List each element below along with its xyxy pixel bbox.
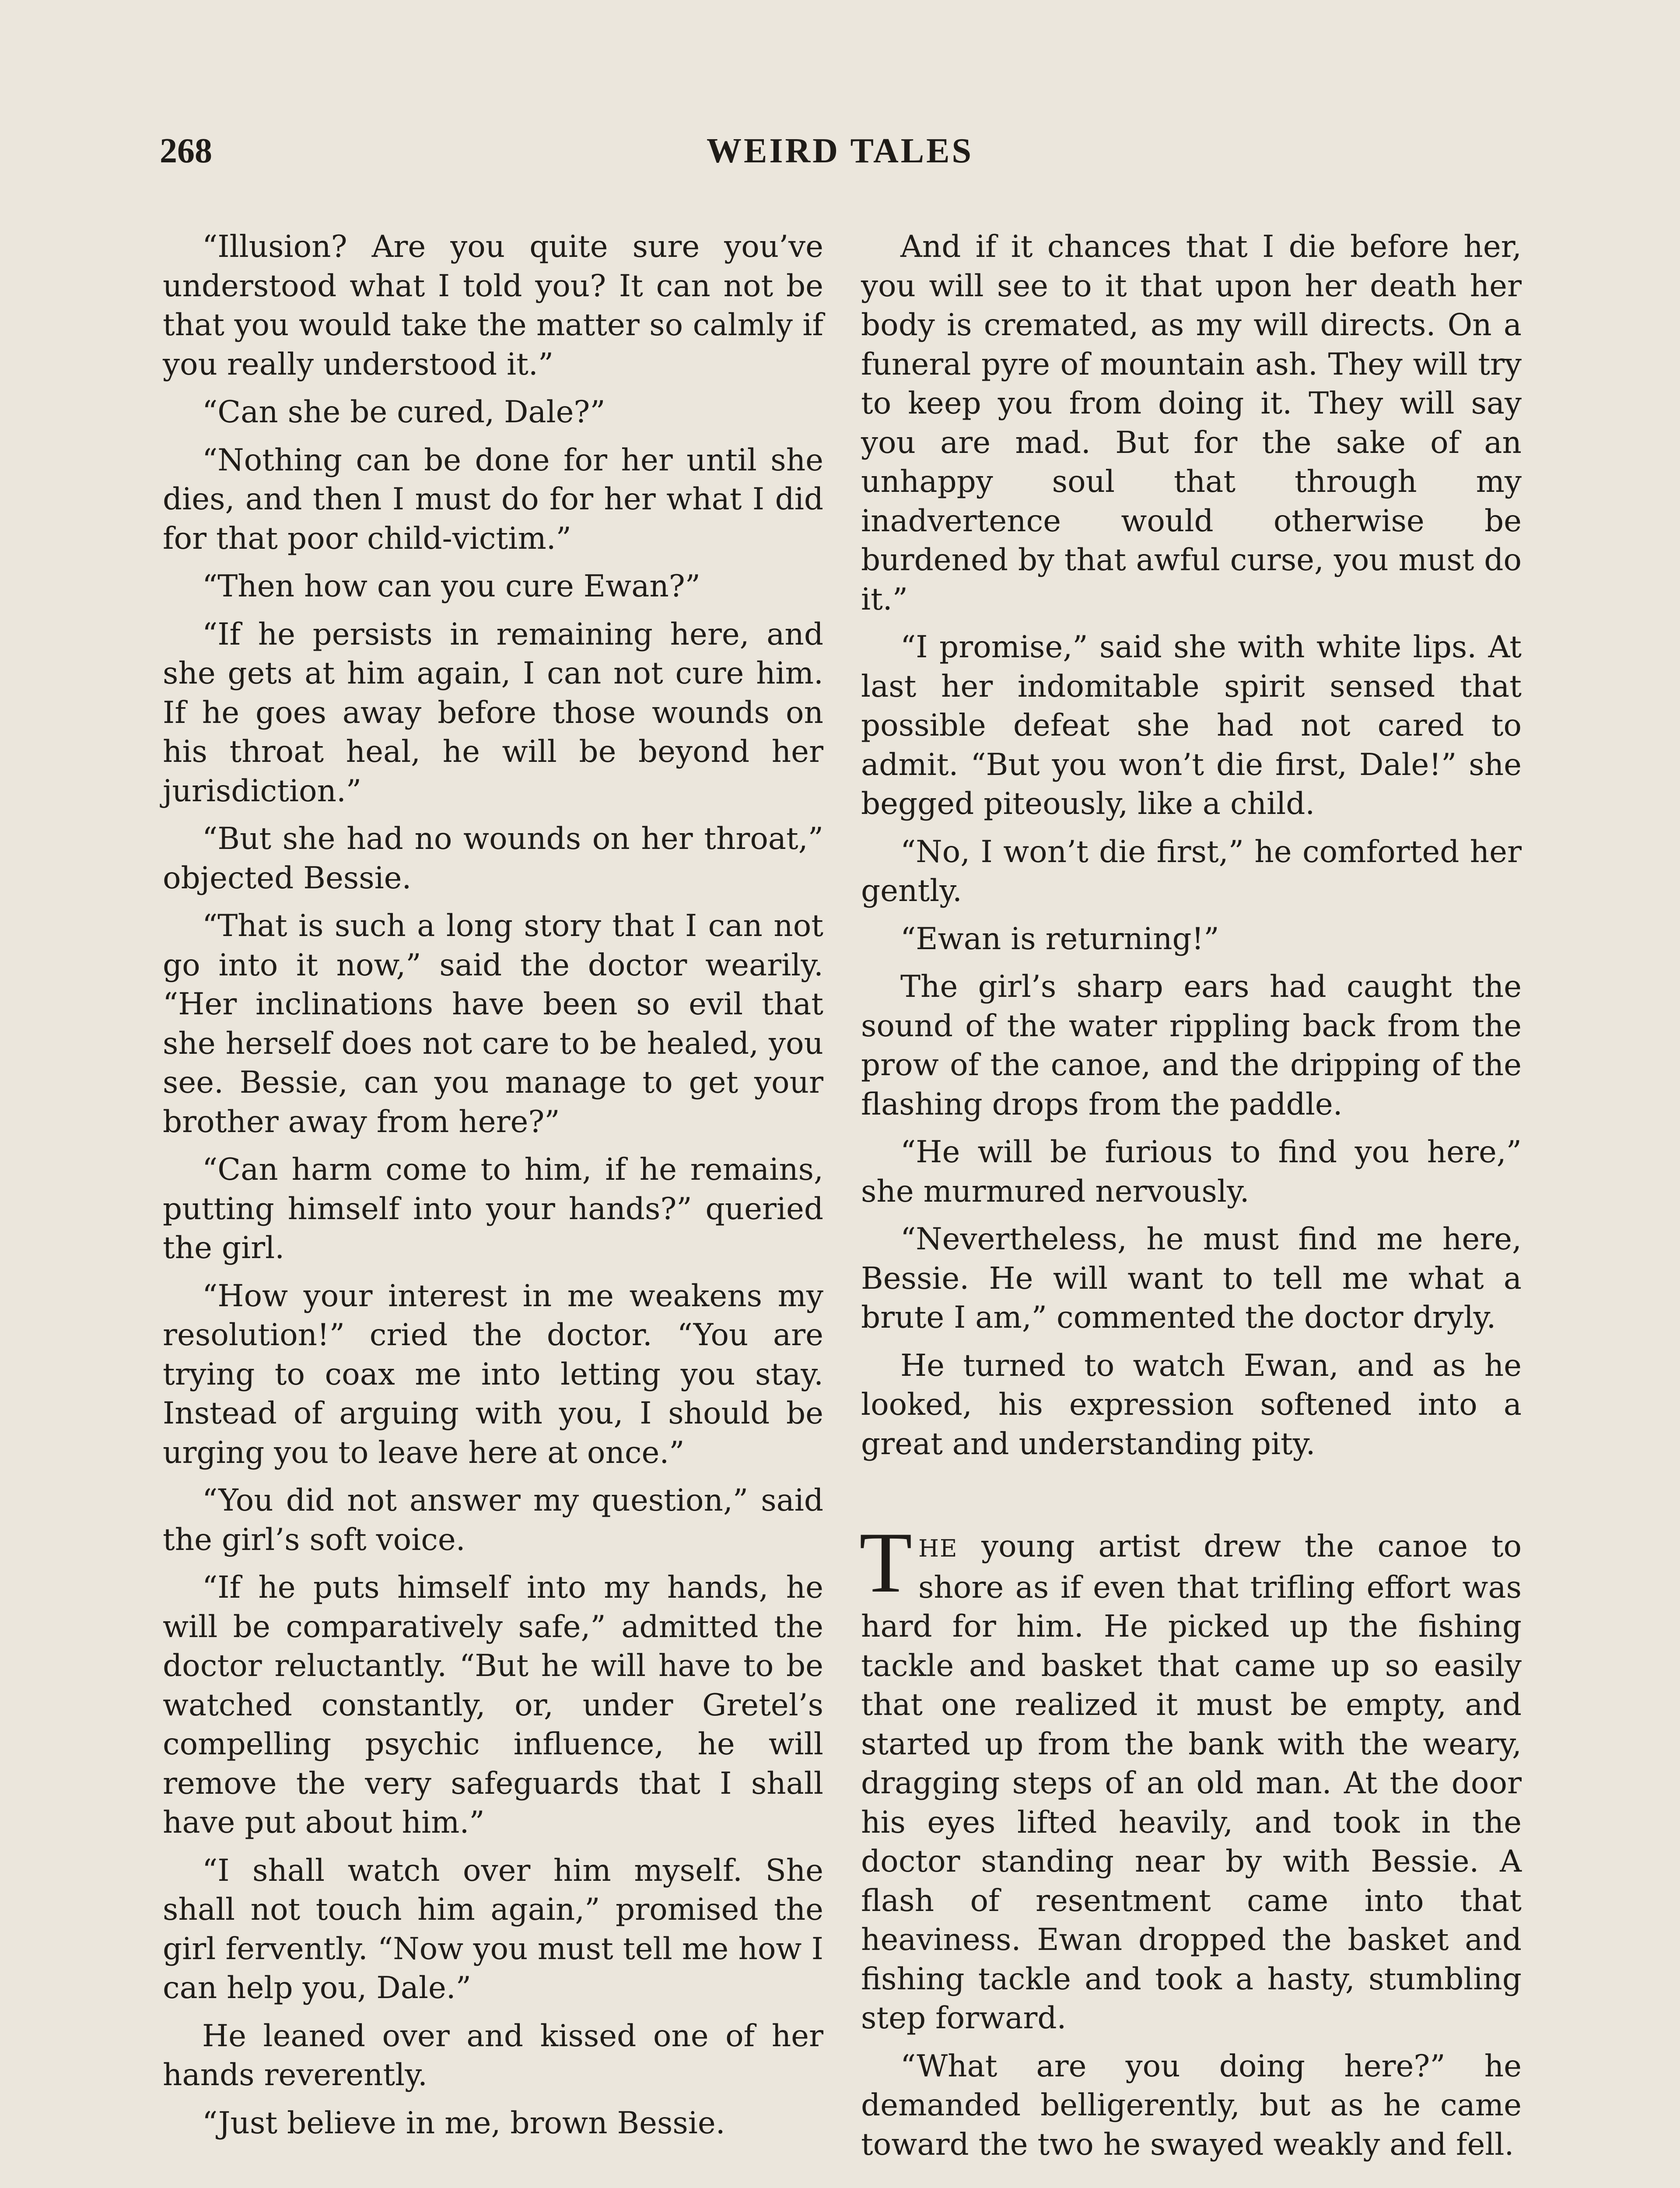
page-header <box>160 127 1520 175</box>
paragraph: “I shall watch over him myself. She shall not touch him again,” promised the girl fervently. “Now you must tell me how I can help you, Dale.” <box>163 1853 823 2006</box>
paragraph: “If he persists in remaining here, and she gets at him again, I can not cure him. If he goes away before those wounds on his throat heal, he will be beyond her jurisdiction.” <box>163 617 823 809</box>
paragraph: “That is such a long story that I can not go into it now,” said the doctor wearily. “Her inclinations have been so evil that she herself does not care to be healed, you see. Bessie, can you manage to get your brother away from here?” <box>163 908 823 1140</box>
paragraph: “Illusion? Are you quite sure you’ve understood what I told you? It can not be that you would take the matter so calmly if you really understood it.” <box>163 229 823 382</box>
drop-cap-initial: T <box>859 1515 912 1610</box>
paragraph: “Can she be cured, Dale?” <box>202 395 606 430</box>
paragraph: And if it chances that I die before her, you will see to it that upon her death her body is cremated, as my will directs. On a funeral pyre of mountain ash. They will try to keep you from doing it. They will say you are mad. But for the sake of an unhappy soul that through my inadvertence would otherwise be burdened by that awful curse, you must do it.” <box>861 229 1522 617</box>
paragraph: “Just believe in me, brown Bessie. <box>202 2105 725 2141</box>
paragraph: “Can harm come to him, if he remains, putting himself into your hands?” queried the girl. <box>163 1152 823 1266</box>
paragraph: “But she had no wounds on her throat,” objected Bessie. <box>163 821 823 896</box>
right-column <box>861 228 1522 2173</box>
paragraph: “I promise,” said she with white lips. At last her indomitable spirit sensed that possible defeat she had not cared to admit. “But you won’t die first, Dale!” she begged piteously, like a child. <box>861 630 1522 821</box>
paragraph: “How your interest in me weakens my resolution!” cried the doctor. “You are trying to coax me into letting you stay. Instead of arguing with you, I should be urging you to leave here at once.” <box>163 1278 823 1470</box>
paragraph: “He will be furious to find you here,” she murmured nervously. <box>861 1135 1522 1209</box>
small-caps-word: HE <box>918 1535 958 1562</box>
left-column <box>163 228 823 2152</box>
paragraph: “Nevertheless, he must find me here, Bessie. He will want to tell me what a brute I am,” commented the doctor dryly. <box>861 1222 1522 1335</box>
paragraph: The girl’s sharp ears had caught the sound of the water rippling back from the prow of the canoe, and the dripping of the flashing drops from the paddle. <box>861 969 1522 1122</box>
running-title: WEIRD TALES <box>707 132 973 170</box>
paragraph: “Nothing can be done for her until she dies, and then I must do for her what I did for that poor child-victim.” <box>163 442 823 556</box>
paragraph: He turned to watch Ewan, and as he looked, his expression softened into a great and understanding pity. <box>861 1348 1522 1462</box>
paragraph: “If he puts himself into my hands, he will be comparatively safe,” admitted the doctor reluctantly. “But he will have to be watched constantly, or, under Gretel’s compelling psychic influence, he will remove the very safeguards that I shall have put about him.” <box>163 1570 823 1840</box>
paragraph: “Then how can you cure Ewan?” <box>202 569 701 604</box>
paragraph: “What are you doing here?” he demanded belligerently, but as he came toward the two he swayed weakly and fell. <box>861 2048 1522 2162</box>
section-opening-paragraph: THE young artist drew the canoe to shore as if even that trifling effort was hard for him. He picked up the fishing tackle and basket that came up so easily that one realized it must be empty, and started up from the bank with the weary, dragging steps of an old man. At the door his eyes lifted heavily, and took in the doctor standing near by with Bessie. A flash of resentment came into that heaviness. Ewan dropped the basket and fishing tackle and took a hasty, stumbling step forward. <box>859 1515 1522 2036</box>
paragraph: “Ewan is returning!” <box>900 921 1219 957</box>
page-number: 268 <box>160 132 212 170</box>
paragraph: He leaned over and kissed one of her hands reverently. <box>163 2018 823 2093</box>
paragraph: “You did not answer my question,” said the girl’s soft voice. <box>163 1483 823 1557</box>
paragraph: “No, I won’t die first,” he comforted her gently. <box>861 834 1522 908</box>
